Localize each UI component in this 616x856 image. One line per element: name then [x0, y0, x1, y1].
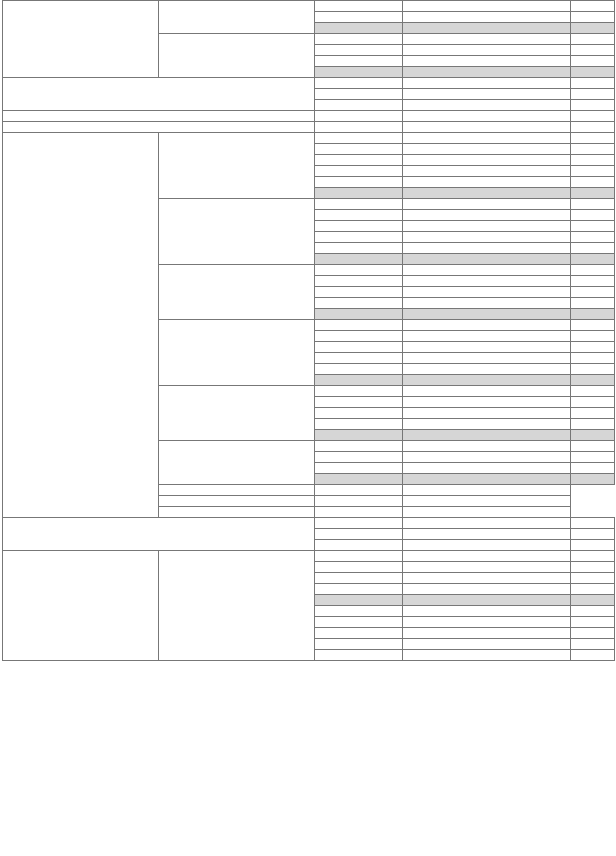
topic-cell [403, 342, 571, 353]
difficulty-cell [571, 34, 615, 45]
lesson-cell [315, 474, 403, 485]
topic-cell [403, 606, 571, 617]
topic-cell [403, 441, 571, 452]
difficulty-cell [571, 67, 615, 78]
chapter-cell [3, 518, 315, 551]
difficulty-cell [571, 397, 615, 408]
topic-cell [403, 12, 571, 23]
topic-cell [403, 177, 571, 188]
difficulty-cell [571, 89, 615, 100]
difficulty-cell [571, 353, 615, 364]
topic-cell [403, 639, 571, 650]
difficulty-cell [571, 441, 615, 452]
lesson-cell [315, 23, 403, 34]
difficulty-cell [571, 177, 615, 188]
topic-cell [403, 595, 571, 606]
table-row [3, 78, 615, 89]
difficulty-cell [571, 265, 615, 276]
topic-cell [403, 133, 571, 144]
lesson-cell [315, 639, 403, 650]
lesson-cell [315, 287, 403, 298]
course-schedule [2, 0, 614, 661]
lesson-cell [315, 540, 403, 551]
table-row [3, 518, 615, 529]
topic-cell [403, 232, 571, 243]
section-cell [159, 551, 315, 661]
lesson-cell [315, 309, 403, 320]
topic-cell [403, 1, 571, 12]
lesson-cell [159, 496, 315, 507]
lesson-cell [315, 122, 403, 133]
lesson-cell [315, 199, 403, 210]
difficulty-cell [571, 606, 615, 617]
topic-cell [403, 375, 571, 386]
table-row [3, 111, 615, 122]
brand-watermark [402, 771, 432, 815]
chapter-cell [3, 133, 159, 518]
difficulty-cell [571, 551, 615, 562]
topic-cell [403, 408, 571, 419]
section-cell [159, 386, 315, 441]
difficulty-cell [571, 12, 615, 23]
lesson-cell [315, 12, 403, 23]
difficulty-cell [571, 122, 615, 133]
lesson-cell [315, 276, 403, 287]
lesson-cell [315, 342, 403, 353]
lesson-cell [315, 254, 403, 265]
topic-cell [403, 320, 571, 331]
section-cell-empty [159, 441, 315, 485]
lesson-cell [315, 221, 403, 232]
difficulty-cell [571, 639, 615, 650]
section-cell [159, 265, 315, 320]
topic-cell [403, 309, 571, 320]
lesson-cell [315, 628, 403, 639]
difficulty-cell [571, 199, 615, 210]
lesson-cell [315, 100, 403, 111]
difficulty-cell [571, 100, 615, 111]
difficulty-cell [571, 529, 615, 540]
lesson-cell [159, 485, 315, 496]
topic-cell [403, 617, 571, 628]
difficulty-cell [571, 287, 615, 298]
lesson-cell [315, 430, 403, 441]
lesson-cell [315, 1, 403, 12]
topic-cell [403, 265, 571, 276]
topic-cell [403, 276, 571, 287]
difficulty-cell [571, 1, 615, 12]
lesson-cell [315, 353, 403, 364]
difficulty-cell [571, 430, 615, 441]
topic-cell [403, 584, 571, 595]
difficulty-cell [571, 243, 615, 254]
topic-cell [403, 199, 571, 210]
topic-cell [403, 23, 571, 34]
topic-cell [403, 67, 571, 78]
lesson-cell [315, 584, 403, 595]
topic-cell [403, 463, 571, 474]
difficulty-cell [571, 628, 615, 639]
topic-cell [403, 243, 571, 254]
topic-cell [403, 100, 571, 111]
topic-cell [403, 331, 571, 342]
lesson-cell [315, 166, 403, 177]
difficulty-legend [4, 794, 614, 856]
difficulty-cell [571, 463, 615, 474]
topic-cell [403, 573, 571, 584]
topic-cell [403, 254, 571, 265]
topic-cell [403, 364, 571, 375]
difficulty-cell [403, 507, 571, 518]
difficulty-cell [571, 210, 615, 221]
difficulty-cell [571, 342, 615, 353]
topic-cell [403, 78, 571, 89]
difficulty-cell [403, 496, 571, 507]
topic-cell [315, 507, 403, 518]
topic-cell [315, 496, 403, 507]
difficulty-cell [571, 133, 615, 144]
topic-cell [403, 34, 571, 45]
lesson-cell [315, 562, 403, 573]
topic-cell [403, 551, 571, 562]
lesson-cell [315, 265, 403, 276]
difficulty-cell [571, 56, 615, 67]
topic-cell [403, 188, 571, 199]
topic-cell [403, 122, 571, 133]
chapter-cell [3, 111, 315, 122]
lesson-cell [315, 650, 403, 661]
topic-cell [403, 650, 571, 661]
difficulty-cell [571, 254, 615, 265]
lesson-cell [315, 144, 403, 155]
legend-row [4, 832, 464, 844]
difficulty-cell [571, 320, 615, 331]
topic-cell [403, 210, 571, 221]
lesson-cell [315, 34, 403, 45]
topic-cell [403, 221, 571, 232]
lesson-cell [315, 518, 403, 529]
topic-cell [403, 166, 571, 177]
difficulty-cell [571, 298, 615, 309]
lesson-cell [315, 397, 403, 408]
difficulty-cell [571, 166, 615, 177]
topic-cell [403, 430, 571, 441]
topic-cell [403, 45, 571, 56]
difficulty-cell [571, 155, 615, 166]
lesson-cell [315, 188, 403, 199]
difficulty-cell [571, 419, 615, 430]
difficulty-cell [571, 144, 615, 155]
table-row [3, 551, 615, 562]
lesson-cell [315, 573, 403, 584]
lesson-cell [315, 45, 403, 56]
topic-cell [403, 474, 571, 485]
course-table [2, 0, 615, 661]
difficulty-cell [571, 221, 615, 232]
difficulty-cell [571, 23, 615, 34]
topic-cell [403, 89, 571, 100]
chapter-cell [3, 551, 159, 661]
topic-cell [403, 298, 571, 309]
topic-cell [403, 628, 571, 639]
section-cell [159, 199, 315, 265]
lesson-cell [315, 89, 403, 100]
topic-cell [403, 518, 571, 529]
lesson-cell [315, 78, 403, 89]
legend-row [4, 820, 464, 832]
difficulty-cell [571, 408, 615, 419]
difficulty-cell [571, 45, 615, 56]
chapter-cell [3, 78, 315, 111]
difficulty-cell [571, 617, 615, 628]
lesson-cell [315, 408, 403, 419]
lesson-cell [315, 463, 403, 474]
difficulty-cell [571, 331, 615, 342]
lesson-cell [315, 364, 403, 375]
topic-cell [403, 529, 571, 540]
lesson-cell [315, 452, 403, 463]
topic-cell [403, 144, 571, 155]
topic-cell [403, 452, 571, 463]
lesson-cell [315, 133, 403, 144]
legend-row [4, 808, 464, 820]
lesson-cell [315, 441, 403, 452]
difficulty-cell [571, 595, 615, 606]
lesson-cell [315, 551, 403, 562]
difficulty-cell [571, 364, 615, 375]
table-row [3, 1, 615, 12]
difficulty-cell [571, 78, 615, 89]
table-row [3, 133, 615, 144]
difficulty-cell [571, 276, 615, 287]
difficulty-cell [403, 485, 571, 496]
lesson-cell [315, 595, 403, 606]
difficulty-cell [571, 474, 615, 485]
lesson-cell [315, 210, 403, 221]
lesson-cell [315, 331, 403, 342]
difficulty-cell [571, 518, 615, 529]
lesson-cell [315, 606, 403, 617]
topic-cell [403, 397, 571, 408]
topic-cell [403, 353, 571, 364]
table-row [3, 122, 615, 133]
difficulty-cell [571, 309, 615, 320]
chapter-cell [3, 122, 315, 133]
section-cell [159, 133, 315, 199]
difficulty-cell [571, 562, 615, 573]
difficulty-cell [571, 452, 615, 463]
topic-cell [403, 540, 571, 551]
topic-cell [403, 287, 571, 298]
topic-cell [403, 562, 571, 573]
chapter-cell [3, 1, 159, 78]
lesson-cell [315, 419, 403, 430]
lesson-cell [315, 375, 403, 386]
lesson-cell [315, 617, 403, 628]
lesson-cell [315, 298, 403, 309]
difficulty-cell [571, 650, 615, 661]
difficulty-cell [571, 375, 615, 386]
difficulty-cell [571, 188, 615, 199]
difficulty-cell [571, 386, 615, 397]
section-cell [159, 1, 315, 34]
section-cell [159, 34, 315, 78]
lesson-cell [315, 177, 403, 188]
legend-row [4, 844, 464, 856]
topic-cell [403, 386, 571, 397]
difficulty-cell [571, 573, 615, 584]
difficulty-cell [571, 584, 615, 595]
difficulty-cell [571, 232, 615, 243]
topic-cell [403, 155, 571, 166]
lesson-cell [315, 232, 403, 243]
lesson-cell [159, 507, 315, 518]
lesson-cell [315, 386, 403, 397]
lesson-cell [315, 243, 403, 254]
difficulty-cell [571, 111, 615, 122]
difficulty-cell [571, 540, 615, 551]
lesson-cell [315, 111, 403, 122]
topic-cell [403, 56, 571, 67]
topic-cell [403, 111, 571, 122]
lesson-cell [315, 320, 403, 331]
topic-cell [315, 485, 403, 496]
topic-cell [403, 419, 571, 430]
lesson-cell [315, 529, 403, 540]
section-cell [159, 320, 315, 386]
lesson-cell [315, 56, 403, 67]
lesson-cell [315, 67, 403, 78]
lesson-cell [315, 155, 403, 166]
